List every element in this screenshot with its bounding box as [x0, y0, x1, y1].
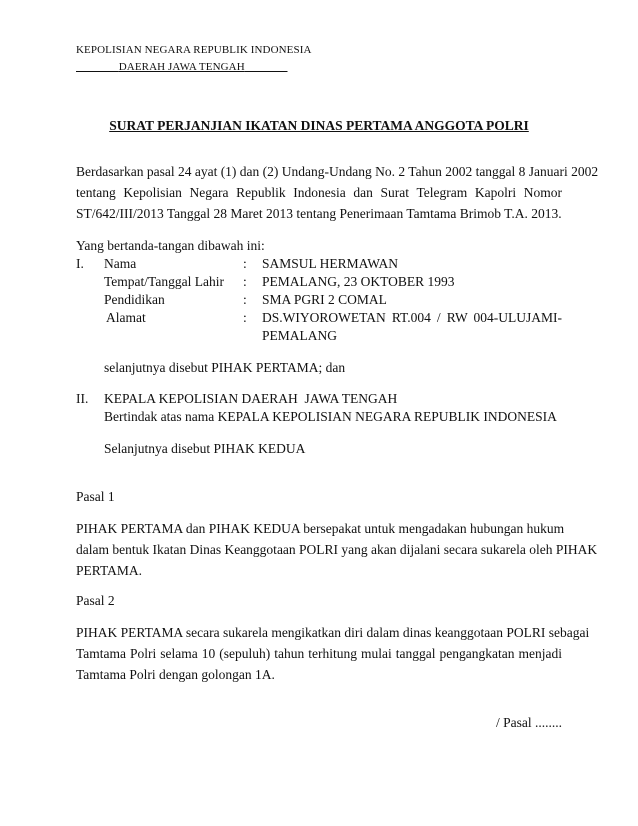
field-label-pendidikan: Pendidikan	[104, 292, 165, 307]
signed-intro: Yang bertanda-tangan dibawah ini:	[76, 238, 265, 253]
field-value-nama: SAMSUL HERMAWAN	[262, 256, 399, 271]
pasal1-line-1: PIHAK PERTAMA dan PIHAK KEDUA bersepakat untuk mengadakan hubungan hukum	[76, 521, 565, 536]
party2-closing: Selanjutnya disebut PIHAK KEDUA	[104, 441, 306, 456]
party2-number: II.	[76, 391, 89, 406]
continued-marker: / Pasal ........	[496, 715, 562, 730]
party2-name: KEPALA KEPOLISIAN DAERAH JAWA TENGAH	[104, 391, 398, 406]
pasal2-line-2: Tamtama Polri selama 10 (sepuluh) tahun terhitung mulai tanggal pengangkatan menjadi	[76, 646, 562, 661]
pasal2-line-1: PIHAK PERTAMA secara sukarela mengikatkan diri dalam dinas keanggotaan POLRI sebagai	[76, 625, 590, 640]
pasal1-heading: Pasal 1	[76, 489, 115, 504]
intro-line-1: Berdasarkan pasal 24 ayat (1) dan (2) Undang-Undang No. 2 Tahun 2002 tanggal 8 Januari 2002	[76, 164, 599, 179]
document-title: SURAT PERJANJIAN IKATAN DINAS PERTAMA ANGGOTA POLRI	[109, 118, 529, 133]
pasal2-heading: Pasal 2	[76, 593, 115, 608]
field-colon: :	[243, 256, 247, 271]
intro-line-3: ST/642/III/2013 Tanggal 28 Maret 2013 tentang Penerimaan Tamtama Brimob T.A. 2013.	[76, 206, 562, 221]
field-colon: :	[243, 310, 247, 325]
party1-closing: selanjutnya disebut PIHAK PERTAMA; dan	[104, 360, 346, 375]
party2-acting: Bertindak atas nama KEPALA KEPOLISIAN NEGARA REPUBLIK INDONESIA	[104, 409, 557, 424]
org-line-1: KEPOLISIAN NEGARA REPUBLIK INDONESIA	[76, 44, 312, 56]
field-value-ttl: PEMALANG, 23 OKTOBER 1993	[262, 274, 455, 289]
pasal2-line-3: Tamtama Polri dengan golongan 1A.	[76, 667, 275, 682]
field-colon: :	[243, 292, 247, 307]
pasal1-line-2: dalam bentuk Ikatan Dinas Keanggotaan POLRI yang akan dijalani secara sukarela oleh PIHAK	[76, 542, 598, 557]
field-label-nama: Nama	[104, 256, 137, 271]
org-line-2-text: DAERAH JAWA TENGAH	[118, 61, 245, 73]
field-colon: :	[243, 274, 247, 289]
party1-number: I.	[76, 256, 84, 271]
field-value-alamat-cont: PEMALANG	[262, 328, 338, 343]
intro-line-2: tentang Kepolisian Negara Republik Indonesia dan Surat Telegram Kapolri Nomor	[76, 185, 562, 200]
field-label-ttl: Tempat/Tanggal Lahir	[104, 274, 224, 289]
org-line-2	[76, 61, 288, 73]
field-value-pendidikan: SMA PGRI 2 COMAL	[262, 292, 387, 307]
pasal1-line-3: PERTAMA.	[76, 563, 142, 578]
field-label-alamat: Alamat	[106, 310, 146, 325]
field-value-alamat: DS.WIYOROWETAN RT.004 / RW 004-ULUJAMI-	[262, 310, 562, 325]
